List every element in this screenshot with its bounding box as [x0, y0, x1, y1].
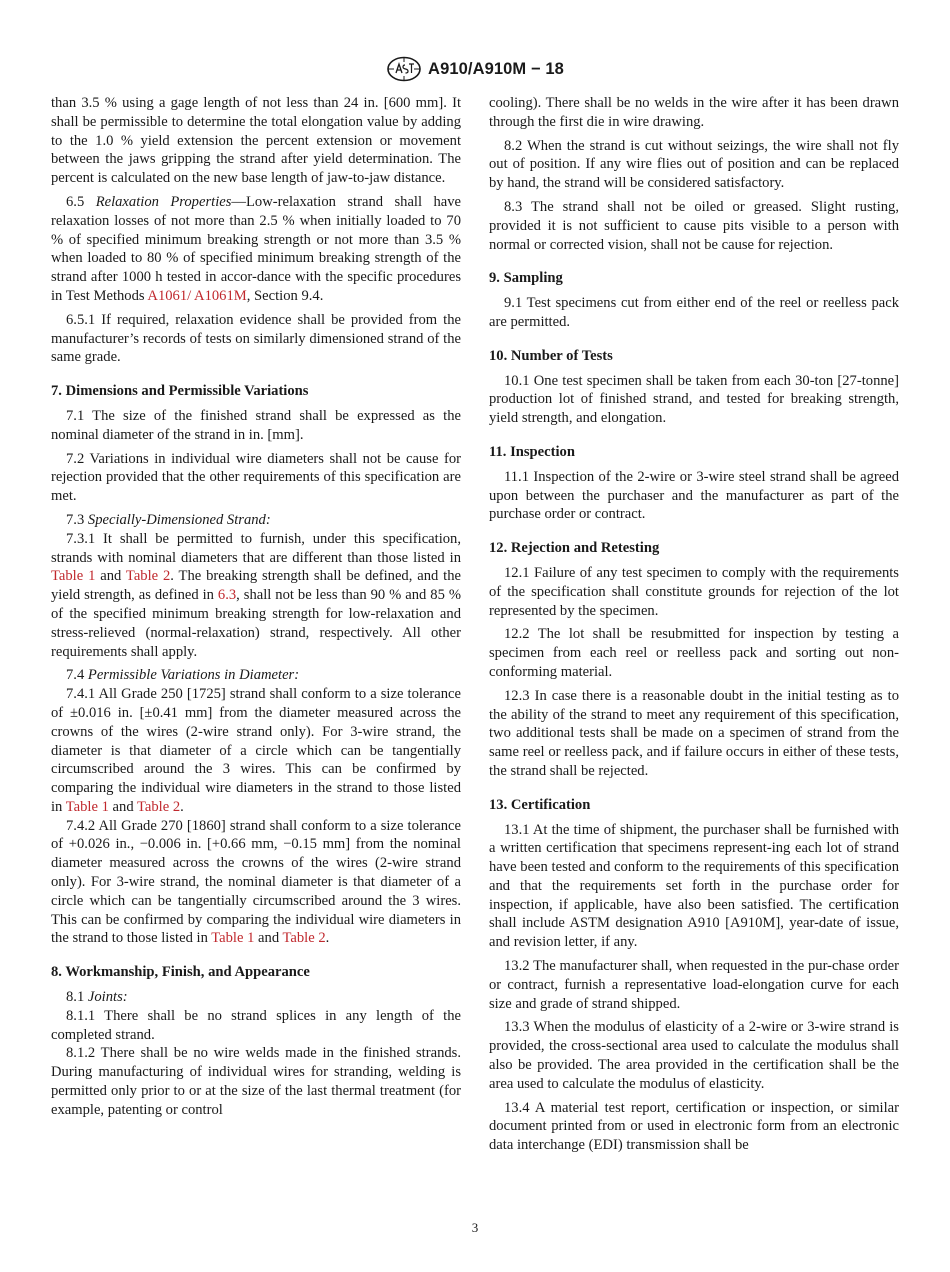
page-number: 3 — [471, 1220, 479, 1235]
heading-section-9: 9. Sampling — [489, 270, 563, 287]
ref-table-1[interactable]: Table 1 — [211, 930, 255, 947]
paragraph-continued: than 3.5 % using a gage length of not less than 24 in. [600 mm]. It shall be permissible to determine the total elongation value by adding to the 1.0 % yield extension the percent extension or movement between the jaws gripping the strand after yield determination. The percent is calculated on the new base length of jaw-to-jaw distance. — [51, 95, 461, 187]
section-10-1: 10.1 One test specimen shall be taken from each 30-ton [27-tonne] production lot of finished strand, and tested for breaking strength, yield strength, and elongation. — [489, 372, 899, 427]
ref-table-2[interactable]: Table 2 — [125, 568, 171, 585]
section-9-1: 9.1 Test specimens cut from either end of the reel or reelless pack are permitted. — [489, 295, 899, 330]
section-11-1: 11.1 Inspection of the 2-wire or 3-wire steel strand shall be agreed upon between the purchaser and the manufacturer as part of the purchase order or contract. — [489, 468, 899, 523]
section-12-1: 12.1 Failure of any test specimen to comply with the requirements of the specification shall constitute grounds for rejection of the lot represented by the specimen. — [489, 564, 899, 619]
section-7-1: 7.1 The size of the finished strand shall be expressed as the nominal diameter of the strand in in. [mm]. — [51, 407, 461, 443]
section-13-1: 13.1 At the time of shipment, the purchaser shall be furnished with a written certification that specimens represent-ing each lot of strand have been tested and conform to the requirements of this specification and that the requirements set forth in the purchase order for inspection, if applicable, have also been satisfied. The certification shall include ASTM designation A910 [A910M], year-date of issue, and revision letter, if any. — [489, 821, 899, 951]
heading-section-11: 11. Inspection — [489, 443, 575, 460]
section-7-4-1: 7.4.1 All Grade 250 [1725] strand shall conform to a size tolerance of ±0.016 in. [±0.41 mm] from the diameter measured across the crowns of the wires (2-wire strand only). For 3-wire strand, the diameter is that diameter of a circle which can be tangentially circumscribed around the 3 wires. This can be confirmed by comparing the individual wire diameters in the strand to those listed in Table 1 and Table 2. — [51, 686, 461, 815]
section-6-5-title: Relaxation Properties — [95, 193, 232, 210]
ref-table-1[interactable]: Table 1 — [51, 568, 96, 585]
section-7-4: 7.4 Permissible Variations in Diameter: — [66, 667, 300, 684]
section-13-3: 13.3 When the modulus of elasticity of a 2-wire or 3-wire strand is provided, the cross-sectional area used to calculate the modulus shall also be provided. The area provided in the certification shall be the area used to calculate the modulus of elasticity. — [489, 1019, 899, 1092]
heading-section-10: 10. Number of Tests — [489, 347, 613, 364]
heading-section-8: 8. Workmanship, Finish, and Appearance — [51, 964, 310, 981]
paragraph-continued: cooling). There shall be no welds in the wire after it has been drawn through the first die in wire drawing. — [489, 95, 899, 130]
astm-logo-icon — [386, 56, 422, 82]
right-column — [489, 94, 899, 1160]
section-13-4: 13.4 A material test report, certification or inspection, or similar document printed from or used in electronic form from an electronic data interchange (EDI) transmission shall be — [489, 1099, 899, 1154]
section-7-4-2: 7.4.2 All Grade 270 [1860] strand shall conform to a size tolerance of +0.026 in., −0.006 in. [+0.66 mm, −0.15 mm] from the nominal diameter measured across the crowns of the wires (2-wire strand only). For 3-wire strand, the nominal diameter is that diameter of a circle which can be tangentially circumscribed around the 3 wires. This can be confirmed by comparing the individual wire diameters in the strand to those listed in Table 1 and Table 2. — [51, 817, 461, 947]
section-12-3: 12.3 In case there is a reasonable doubt in the initial testing as to the ability of the strand to meet any requirement of this specification, two additional tests shall be made on a specimen of strand from the same reel or reelless pack, and if failure occurs in either of these tests, the strand shall be rejected. — [489, 687, 899, 779]
section-8-1-2: 8.1.2 There shall be no wire welds made in the finished strands. During manufacturing of individual wires for stranding, welding is permitted only prior to or at the size of the last thermal treatment (for example, patenting or control — [51, 1045, 461, 1118]
ref-table-2[interactable]: Table 2 — [137, 798, 181, 815]
section-8-3: 8.3 The strand shall not be oiled or greased. Slight rusting, provided it is not sufficient to cause pits visible to a person with normal or corrected vision, shall not be cause for rejection. — [489, 198, 899, 253]
ref-table-2[interactable]: Table 2 — [282, 930, 326, 947]
section-12-2: 12.2 The lot shall be resubmitted for inspection by testing a specimen from each reel or reelless pack and sorting out non-conforming material. — [489, 626, 899, 680]
section-7-3-1: 7.3.1 It shall be permitted to furnish, under this specification, strands with nominal diameters that are different than those listed in Table 1 and Table 2. The breaking strength shall be defined, and the yield strength, as defined in 6.3, shall not be less than 90 % and 85 % of the specified minimum breaking strength for low-relaxation and stress-relieved (normal-relaxation) strand, respectively. All other requirements shall apply. — [51, 530, 462, 660]
heading-section-7: 7. Dimensions and Permissible Variations — [51, 383, 309, 400]
left-column — [51, 94, 461, 1125]
section-6-5-1: 6.5.1 If required, relaxation evidence shall be provided from the manufacturer’s records of tests on similarly dimensioned strand of the same grade. — [51, 311, 461, 366]
section-13-2: 13.2 The manufacturer shall, when requested in the pur-chase order or contract, furnish a representative load-elongation curve for each size and grade of strand shipped. — [489, 958, 899, 1012]
ref-table-1[interactable]: Table 1 — [65, 798, 109, 815]
ref-a1061[interactable]: A1061/ A1061M — [147, 287, 247, 304]
section-8-1-1: 8.1.1 There shall be no strand splices in any length of the completed strand. — [51, 1007, 461, 1043]
section-7-3: 7.3 Specially-Dimensioned Strand: — [66, 511, 271, 528]
section-6-5: 6.5 Relaxation Properties—Low-relaxation strand shall have relaxation losses of not more than 2.5 % when initially loaded to 70 % of specified minimum breaking strength or not more than 3.5 % when loaded to 80 % of specified minimum breaking strength of the strand after 1000 h tested in accor-dance with the specific procedures in Test Methods A1061/ A1061M, Section 9.4. — [51, 193, 462, 304]
heading-section-12: 12. Rejection and Retesting — [489, 540, 660, 557]
section-8-1: 8.1 Joints: — [66, 989, 128, 1006]
ref-section-6-3[interactable]: 6.3 — [217, 587, 237, 604]
section-8-2: 8.2 When the strand is cut without seizings, the wire shall not fly out of position. If any wire flies out of position and can be replaced by hand, the strand will be considered satisfactory. — [489, 137, 899, 192]
page-header — [0, 54, 950, 84]
standard-designation: A910/A910M − 18 — [428, 59, 564, 78]
heading-section-13: 13. Certification — [489, 796, 591, 813]
section-7-2: 7.2 Variations in individual wire diameters shall not be cause for rejection provided that the other requirements of this specification are met. — [51, 450, 461, 505]
